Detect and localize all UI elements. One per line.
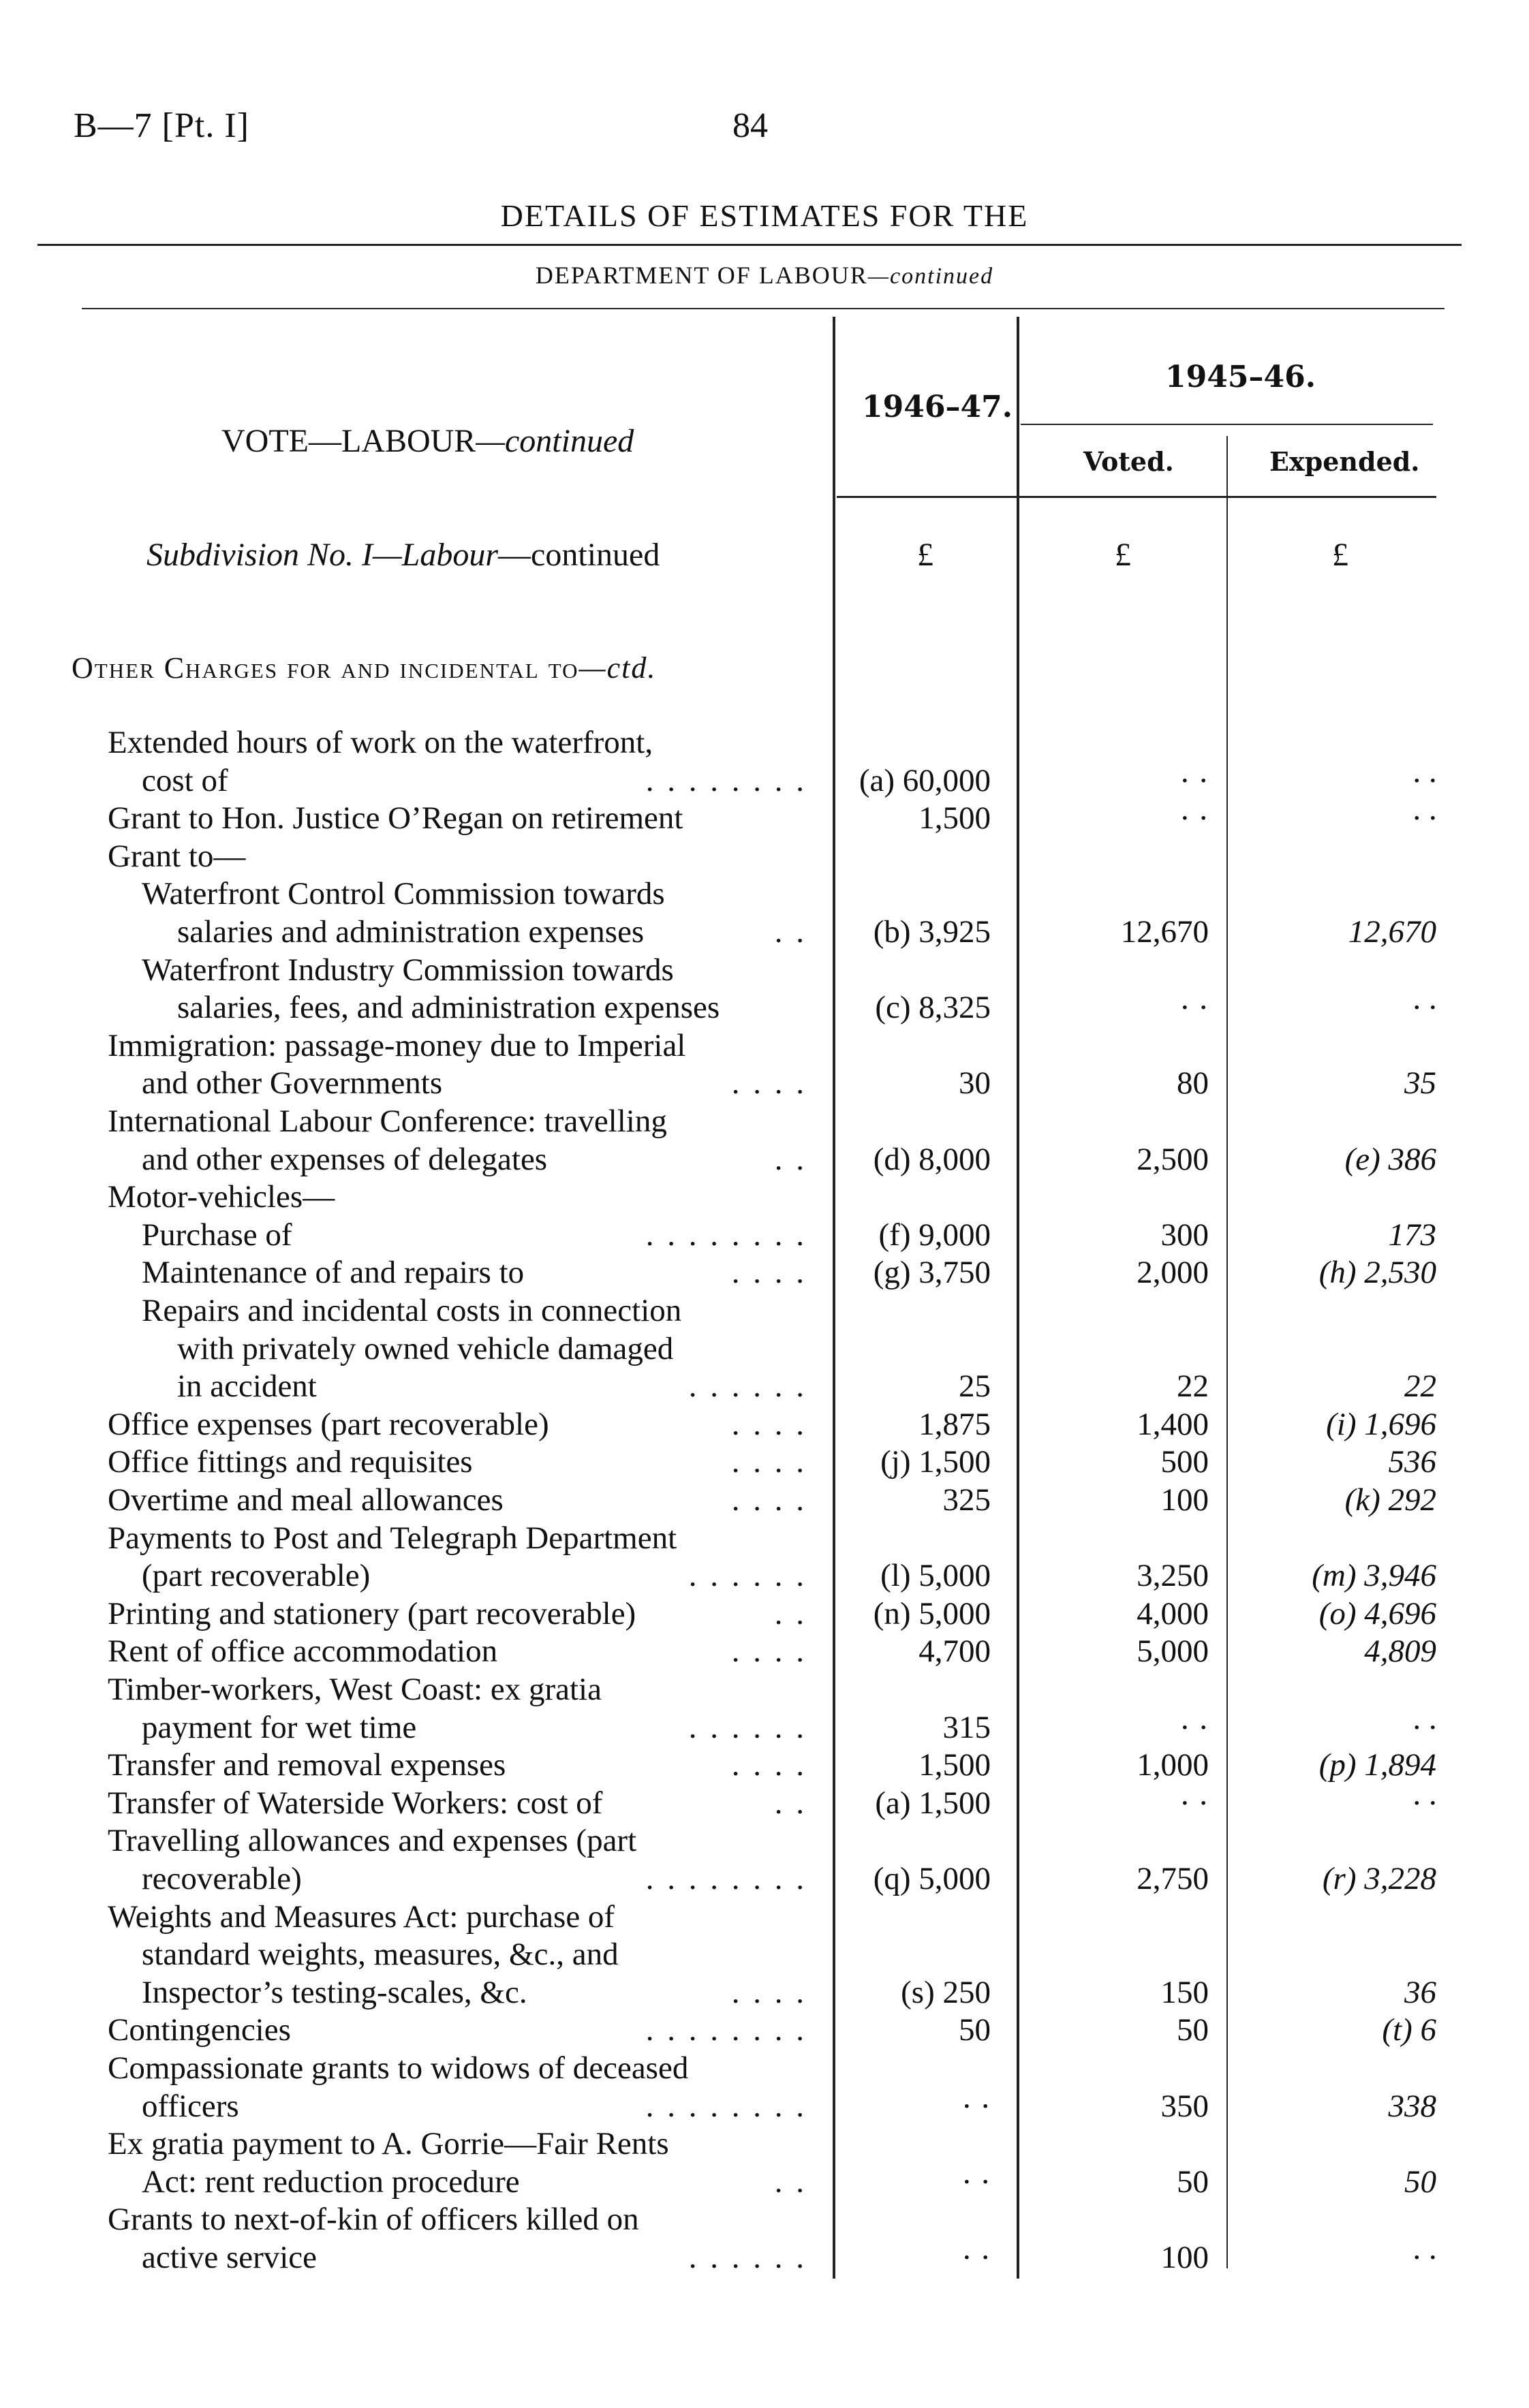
value-expended: (t) 6	[1382, 2012, 1436, 2048]
value-expended: 50	[1404, 2163, 1436, 2200]
leader-dots: . . . . . .	[688, 1369, 807, 1405]
table-row	[0, 2011, 1529, 2049]
leader-dots: . . . . . . . .	[645, 762, 807, 798]
value-1946-47: · ·	[961, 2163, 991, 2200]
value-voted: 80	[1177, 1065, 1209, 1101]
value-1946-47: (f) 9,000	[878, 1217, 991, 1253]
value-1946-47: 25	[959, 1369, 991, 1405]
value-voted: 2,750	[1137, 1861, 1209, 1896]
row-description: Act: rent reduction procedure	[142, 2163, 520, 2200]
row-description: and other expenses of delegates	[142, 1141, 548, 1177]
table-row	[0, 1557, 1529, 1595]
table-row	[0, 2125, 1529, 2163]
row-description: Compassionate grants to widows of deceased	[108, 2050, 689, 2086]
value-voted: 4,000	[1137, 1595, 1209, 1631]
table-row	[0, 1178, 1529, 1216]
row-description: Grants to next-of-kin of officers killed on	[108, 2202, 639, 2238]
table-row	[0, 1973, 1529, 2012]
value-1946-47: (n) 5,000	[873, 1595, 991, 1631]
vote-suffix: —continued	[476, 423, 634, 459]
table-row	[0, 1935, 1529, 1973]
value-expended: 35	[1404, 1065, 1436, 1101]
table-row	[0, 2049, 1529, 2087]
row-description: Payments to Post and Telegraph Department	[108, 1520, 677, 1556]
table-row	[0, 1860, 1529, 1898]
table-row	[0, 1632, 1529, 1670]
value-expended: (r) 3,228	[1322, 1861, 1436, 1896]
leader-dots: . . . .	[731, 1974, 807, 2010]
header-split-rule	[1021, 424, 1433, 425]
row-description: cost of	[142, 762, 228, 798]
table-row	[0, 1330, 1529, 1368]
table-row	[0, 762, 1529, 800]
leader-dots: . .	[774, 1785, 807, 1821]
value-voted: · ·	[1179, 1785, 1209, 1821]
value-1946-47: (a) 1,500	[875, 1785, 991, 1821]
row-description: Grant to Hon. Justice O’Regan on retirement	[108, 800, 683, 836]
value-1946-47: 30	[959, 1065, 991, 1101]
leader-dots: . . . . . . . .	[645, 2088, 807, 2124]
table-row	[0, 1746, 1529, 1784]
leader-dots: . . . .	[731, 1444, 807, 1480]
subdivision-heading	[146, 536, 660, 574]
department-name: DEPARTMENT OF LABOUR	[535, 262, 868, 289]
row-description: Overtime and meal allowances	[108, 1482, 504, 1518]
value-expended: 338	[1388, 2088, 1436, 2124]
value-expended: 36	[1404, 1974, 1436, 2010]
table-row	[0, 1140, 1529, 1178]
value-1946-47: 325	[942, 1482, 991, 1518]
value-expended: · ·	[1412, 800, 1436, 836]
table-row	[0, 988, 1529, 1027]
value-expended: 12,670	[1348, 914, 1436, 950]
column-1945-46: 1945–46.	[1165, 360, 1316, 394]
value-expended: (m) 3,946	[1312, 1558, 1436, 1594]
leader-dots: . . . .	[731, 1255, 807, 1291]
row-description: Waterfront Industry Commission towards	[142, 952, 674, 988]
section-suffix: —ctd.	[578, 651, 657, 685]
value-voted: 350	[1160, 2088, 1209, 2124]
value-voted: 2,500	[1137, 1141, 1209, 1177]
value-expended: · ·	[1412, 1709, 1436, 1745]
leader-dots: . . . .	[731, 1747, 807, 1783]
value-expended: (o) 4,696	[1318, 1595, 1436, 1631]
row-description: Rent of office accommodation	[108, 1633, 498, 1670]
value-1946-47: (b) 3,925	[873, 914, 991, 950]
value-expended: (k) 292	[1344, 1482, 1436, 1518]
vote-name: VOTE—LABOUR	[221, 423, 476, 459]
page-reference: B—7 [Pt. I]	[74, 106, 249, 145]
row-description: Grant to—	[108, 838, 246, 874]
vote-title	[221, 422, 634, 460]
value-1946-47: 1,500	[918, 800, 991, 836]
value-1946-47: 1,875	[918, 1406, 991, 1442]
currency-expended: £	[1332, 537, 1348, 573]
table-row	[0, 1292, 1529, 1330]
row-description: Transfer and removal expenses	[108, 1747, 506, 1783]
leader-dots: . . . . . .	[688, 1558, 807, 1594]
value-expended: · ·	[1412, 1785, 1436, 1821]
row-description: salaries, fees, and administration expenses	[177, 990, 720, 1026]
value-voted: · ·	[1179, 762, 1209, 798]
row-description: Travelling allowances and expenses (part	[108, 1823, 637, 1859]
leader-dots: . . . .	[731, 1406, 807, 1442]
table-row	[0, 1670, 1529, 1708]
value-voted: 2,000	[1137, 1255, 1209, 1291]
value-voted: 5,000	[1137, 1633, 1209, 1670]
value-voted: 50	[1177, 2012, 1209, 2048]
table-row	[0, 1216, 1529, 1254]
leader-dots: . .	[774, 2163, 807, 2200]
section-heading	[72, 651, 656, 685]
row-description: International Labour Conference: travelling	[108, 1104, 667, 1139]
value-expended: · ·	[1412, 2240, 1436, 2275]
value-expended: (h) 2,530	[1318, 1255, 1436, 1291]
value-voted: 500	[1160, 1444, 1209, 1480]
section-title: Other Charges for and incidental to	[72, 651, 579, 685]
page-number: 84	[732, 106, 768, 145]
value-expended: (e) 386	[1344, 1141, 1436, 1177]
column-voted: Voted.	[1083, 446, 1174, 477]
value-1946-47: (s) 250	[901, 1974, 991, 2010]
row-description: Transfer of Waterside Workers: cost of	[108, 1785, 603, 1821]
value-1946-47: 1,500	[918, 1747, 991, 1783]
row-description: recoverable)	[142, 1861, 302, 1896]
table-row	[0, 723, 1529, 762]
table-row	[0, 1519, 1529, 1557]
currency-voted: £	[1115, 537, 1131, 573]
value-1946-47: (a) 60,000	[859, 762, 991, 798]
row-description: Office fittings and requisites	[108, 1444, 473, 1480]
table-row	[0, 1102, 1529, 1140]
table-row	[0, 1443, 1529, 1481]
table-row	[0, 875, 1529, 913]
row-description: officers	[142, 2088, 239, 2124]
subdivision-suffix: —continued	[498, 537, 660, 573]
value-expended: 22	[1404, 1369, 1436, 1405]
table-row	[0, 837, 1529, 875]
table-row	[0, 1708, 1529, 1747]
row-description: Printing and stationery (part recoverable)	[108, 1595, 636, 1631]
row-description: Extended hours of work on the waterfront,	[108, 725, 653, 760]
table-row	[0, 1405, 1529, 1443]
value-expended: 4,809	[1364, 1633, 1436, 1670]
value-expended: · ·	[1412, 990, 1436, 1026]
value-voted: 300	[1160, 1217, 1209, 1253]
row-description: Timber-workers, West Coast: ex gratia	[108, 1672, 602, 1707]
leader-dots: . .	[774, 1595, 807, 1631]
table-row	[0, 1481, 1529, 1519]
page-title: DETAILS OF ESTIMATES FOR THE	[500, 198, 1029, 233]
column-expended: Expended.	[1269, 446, 1420, 477]
value-voted: 1,000	[1137, 1747, 1209, 1783]
row-description: Motor-vehicles—	[108, 1179, 335, 1215]
value-1946-47: (d) 8,000	[873, 1141, 991, 1177]
value-expended: 173	[1388, 1217, 1436, 1253]
value-voted: 22	[1177, 1369, 1209, 1405]
leader-dots: . . . . . .	[688, 1709, 807, 1745]
value-expended: (i) 1,696	[1326, 1406, 1436, 1442]
value-1946-47: · ·	[961, 2088, 991, 2124]
row-description: Weights and Measures Act: purchase of	[108, 1898, 615, 1935]
row-description: Contingencies	[108, 2012, 291, 2048]
row-description: Repairs and incidental costs in connection	[142, 1293, 682, 1328]
row-description: and other Governments	[142, 1065, 443, 1101]
table-row	[0, 913, 1529, 951]
value-1946-47: (l) 5,000	[880, 1558, 991, 1594]
subdivision-label: Subdivision No. I—Labour	[146, 537, 499, 573]
value-expended: (p) 1,894	[1318, 1747, 1436, 1783]
value-1946-47: 315	[942, 1709, 991, 1745]
value-voted: 3,250	[1137, 1558, 1209, 1594]
row-description: Maintenance of and repairs to	[142, 1255, 525, 1291]
title-rule	[37, 244, 1462, 246]
value-voted: 100	[1160, 2240, 1209, 2275]
row-description: salaries and administration expenses	[177, 914, 645, 950]
department-heading	[0, 261, 1529, 290]
value-voted: 12,670	[1120, 914, 1209, 950]
leader-dots: . . . . . . . .	[645, 1217, 807, 1253]
table-row	[0, 1367, 1529, 1405]
subtitle-rule	[82, 308, 1445, 309]
value-voted: · ·	[1179, 990, 1209, 1026]
value-1946-47: (q) 5,000	[873, 1861, 991, 1896]
table-row	[0, 1784, 1529, 1822]
leader-dots: . . . .	[731, 1482, 807, 1518]
table-row	[0, 2087, 1529, 2125]
leader-dots: . .	[774, 914, 807, 950]
row-description: active service	[142, 2240, 318, 2275]
value-1946-47: (g) 3,750	[873, 1255, 991, 1291]
row-description: standard weights, measures, &c., and	[142, 1937, 619, 1973]
department-suffix: —continued	[867, 264, 994, 289]
value-1946-47: · ·	[961, 2240, 991, 2275]
table-row	[0, 2200, 1529, 2238]
value-1946-47: 50	[959, 2012, 991, 2048]
value-voted: 100	[1160, 1482, 1209, 1518]
value-voted: · ·	[1179, 1709, 1209, 1745]
row-description: Immigration: passage-money due to Imperial	[108, 1027, 686, 1063]
leader-dots: . . . .	[731, 1065, 807, 1101]
table-row	[0, 1253, 1529, 1292]
row-description: Inspector’s testing-scales, &c.	[142, 1974, 527, 2010]
table-row	[0, 951, 1529, 989]
leader-dots: . . . . . .	[688, 2240, 807, 2275]
table-row	[0, 1595, 1529, 1633]
leader-dots: . . . .	[731, 1633, 807, 1670]
row-description: Office expenses (part recoverable)	[108, 1406, 549, 1442]
value-voted: 50	[1177, 2163, 1209, 2200]
row-description: with privately owned vehicle damaged	[177, 1330, 674, 1366]
row-description: Purchase of	[142, 1217, 292, 1253]
value-expended: 536	[1388, 1444, 1436, 1480]
currency-1946: £	[917, 537, 933, 573]
row-description: Ex gratia payment to A. Gorrie—Fair Rents	[108, 2126, 669, 2162]
table-row	[0, 2238, 1529, 2277]
value-1946-47: 4,700	[918, 1633, 991, 1670]
value-voted: 150	[1160, 1974, 1209, 2010]
leader-dots: . . . . . . . .	[645, 2012, 807, 2048]
value-1946-47: (c) 8,325	[875, 990, 991, 1026]
table-row	[0, 799, 1529, 837]
value-voted: 1,400	[1137, 1406, 1209, 1442]
value-voted: · ·	[1179, 800, 1209, 836]
value-expended: · ·	[1412, 762, 1436, 798]
leader-dots: . . . . . . . .	[645, 1861, 807, 1896]
table-row	[0, 1821, 1529, 1860]
header-bottom-rule	[837, 496, 1436, 498]
value-1946-47: (j) 1,500	[880, 1444, 991, 1480]
row-description: Waterfront Control Commission towards	[142, 876, 665, 912]
table-row	[0, 1027, 1529, 1065]
row-description: in accident	[177, 1369, 317, 1405]
column-1946-47: 1946–47.	[862, 390, 1013, 424]
leader-dots: . .	[774, 1141, 807, 1177]
row-description: payment for wet time	[142, 1709, 417, 1745]
table-row	[0, 1898, 1529, 1936]
row-description: (part recoverable)	[142, 1558, 371, 1594]
table-row	[0, 2163, 1529, 2201]
table-row	[0, 1064, 1529, 1102]
